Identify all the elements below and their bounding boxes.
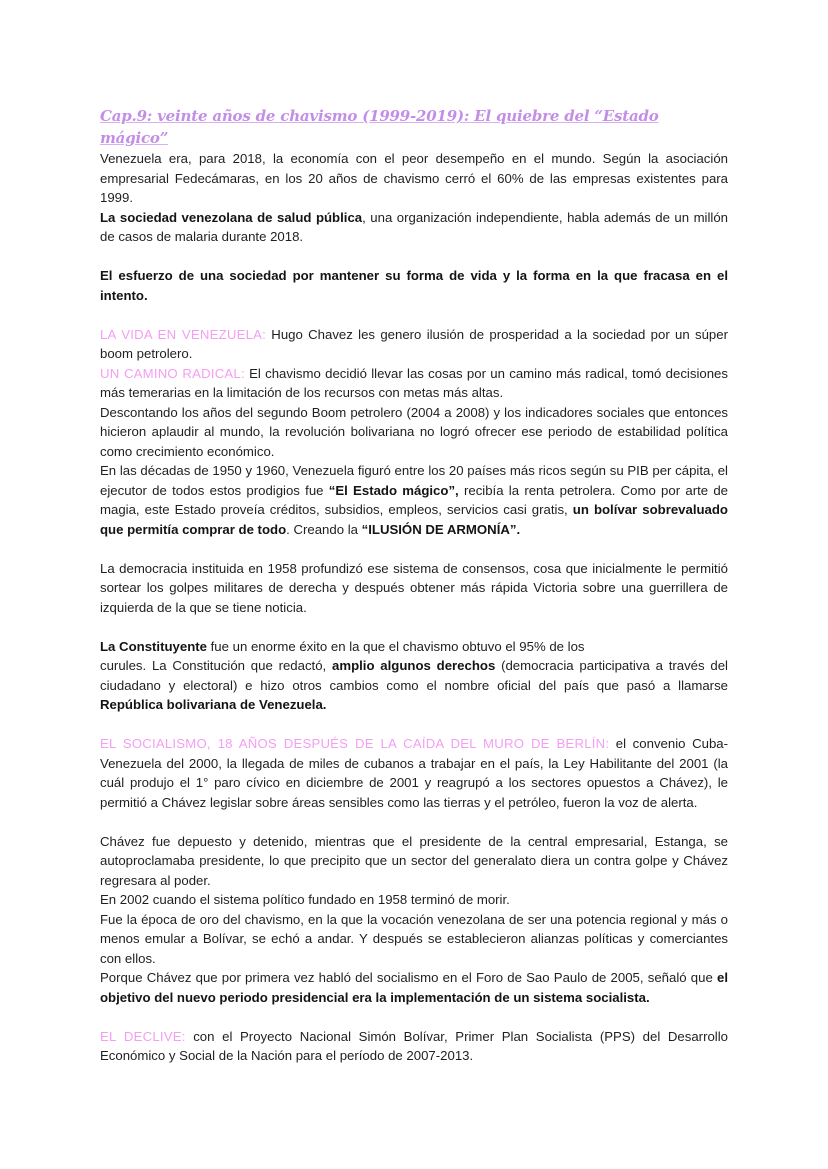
bold-text: La sociedad venezolana de salud pública <box>100 209 363 225</box>
paragraph-estado-magico: En las décadas de 1950 y 1960, Venezuela figuró entre los 20 países más ricos según su PIB per cápita, el ejecutor de todos estos prodigios fue “El Estado mágico”, recibía la renta petrolera. Como por arte de magia, este Estado proveía créditos, subsidios, empleos, servicios casi gratis, un bolívar sobrevaluado que permitía comprar de todo. Creando la “ILUSIÓN DE ARMONÍA”. <box>100 463 729 537</box>
paragraph-socialismo: EL SOCIALISMO, 18 AÑOS DESPUÉS DE LA CAÍDA DEL MURO DE BERLÍN: el convenio Cuba-Venezuela del 2000, la llegada de miles de cubanos a trabajar en el país, la Ley Habilitante del 2001 (la cuál produjo el 1° paro cívico en diciembre de 2001 y reagrupó a los sectores opuestos a Chávez), le permitió a Chávez legislar sobre áreas sensibles como las tierras y el petróleo, fueron la voz de alerta. <box>100 736 729 810</box>
section-heading: UN CAMINO RADICAL: <box>100 365 245 381</box>
paragraph-thesis <box>100 266 728 305</box>
bold-text: República bolivariana de Venezuela. <box>100 697 327 712</box>
bold-text: amplio algunos derechos <box>332 658 496 673</box>
paragraph-epoca-de-oro: Fue la época de oro del chavismo, en la que la vocación venezolana de ser una potencia regional y más o menos emular a Bolívar, se echó a andar. Y después se establecieron alianzas políticas y comerciantes con ellos. <box>100 911 728 966</box>
spacer <box>100 715 728 735</box>
paragraph-democracia-1958: La democracia instituida en 1958 profundizó ese sistema de consensos, cosa que inicialmente le permitió sortear los golpes militares de derecha y después obtener más rápida Victoria sobre una guerrillera de izquierda de la que se tiene noticia. <box>100 560 728 615</box>
bold-text: el objetivo del nuevo periodo presidencial era la implementación de un sistema socialista. <box>100 970 728 1005</box>
bold-text: El esfuerzo de una sociedad por mantener su forma de vida y la forma en la que fracasa en el intento. <box>100 268 728 303</box>
bold-text: La Constituyente <box>100 638 207 654</box>
section-heading: EL DECLIVE: <box>100 1028 186 1044</box>
paragraph-2002: En 2002 cuando el sistema político fundado en 1958 terminó de morir. <box>100 892 510 907</box>
spacer <box>100 247 728 267</box>
paragraph-vida-venezuela: LA VIDA EN VENEZUELA: Hugo Chavez les genero ilusión de prosperidad a la sociedad por un súper boom petrolero. <box>100 326 728 361</box>
paragraph-chavez-depuesto: Chávez fue depuesto y detenido, mientras que el presidente de la central empresarial, Estanga, se autoproclamaba presidente, lo que precipito que un sector del generalato diera un contra golpe y Chávez regresara al poder. <box>100 833 728 888</box>
paragraph-economy: Venezuela era, para 2018, la economía con el peor desempeño en el mundo. Según la asociación empresarial Fedecámaras, en los 20 años de chavismo cerró el 60% de las empresas existentes para 1999. <box>100 151 728 205</box>
paragraph-declive: EL DECLIVE: con el Proyecto Nacional Simón Bolívar, Primer Plan Socialista (PPS) del Desarrollo Económico y Social de la Nación para el período de 2007-2013. <box>100 1028 728 1063</box>
bold-text: un bolívar sobrevaluado que permitía comprar de todo <box>100 502 728 537</box>
paragraph-camino-radical: UN CAMINO RADICAL: El chavismo decidió llevar las cosas por un camino más radical, tomó decisiones más temerarias en la limitación de los recursos con metas más altas. <box>100 365 728 400</box>
spacer <box>100 617 728 637</box>
section-heading: LA VIDA EN VENEZUELA: <box>100 326 266 342</box>
spacer <box>100 1007 728 1027</box>
section-heading: EL SOCIALISMO, 18 AÑOS DESPUÉS DE LA CAÍDA DEL MURO DE BERLÍN: <box>100 736 610 751</box>
paragraph-constituyente: curules. La Constitución que redactó, amplio algunos derechos (democracia participativa a través del ciudadano y electoral) e hizo otros cambios como el nombre oficial del país que pasó a llamarse República bolivariana de Venezuela. <box>100 658 728 712</box>
paragraph-foro-sao-paulo: Porque Chávez que por primera vez habló del socialismo en el Foro de Sao Paulo de 2005, señaló que el objetivo del nuevo periodo presidencial era la implementación de un sistema socialista. <box>100 970 728 1005</box>
spacer <box>100 305 728 325</box>
paragraph-constituyente-line1: La Constituyente fue un enorme éxito en la que el chavismo obtuvo el 95% de los <box>100 638 585 654</box>
spacer <box>100 812 728 832</box>
bold-text: “El Estado mágico”, <box>328 482 459 498</box>
spacer <box>100 539 728 559</box>
paragraph-health-society: La sociedad venezolana de salud pública, una organización independiente, habla además de un millón de casos de malaria durante 2018. <box>100 209 729 244</box>
bold-text: “ILUSIÓN DE ARMONÍA”. <box>361 521 521 537</box>
paragraph-boom-petrolero: Descontando los años del segundo Boom petrolero (2004 a 2008) y los indicadores sociales que entonces hicieron aplaudir al mundo, la revolución bolivariana no logró ofrecer ese periodo de estabilidad política como crecimiento económico. <box>100 404 728 459</box>
chapter-title: Cap.9: veinte años de chavismo (1999-2019): El quiebre del “Estado mágico” <box>100 107 659 147</box>
